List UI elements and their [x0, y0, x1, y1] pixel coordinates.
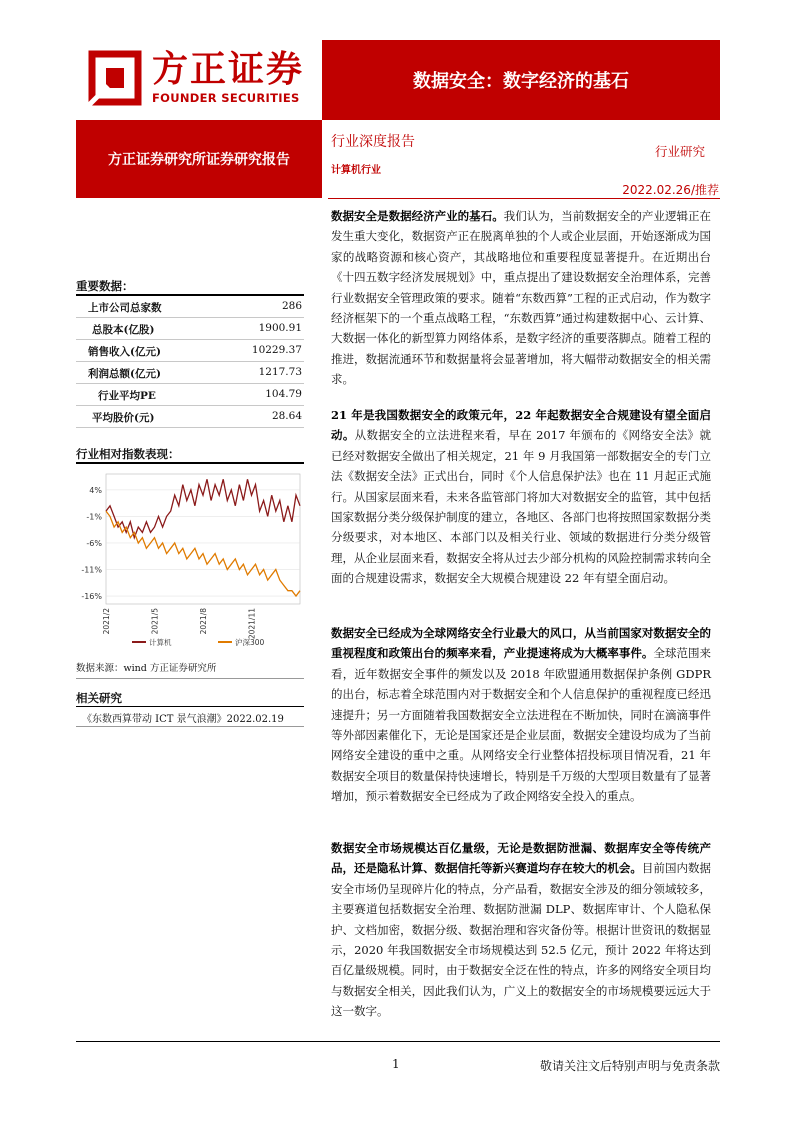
page-number: 1: [392, 1057, 400, 1071]
y-tick-label: 4%: [89, 485, 102, 495]
key-data-row: [76, 318, 304, 340]
key-data-label: 平均股价(元): [92, 412, 155, 424]
paragraph-lead: 21 年是我国数据安全的政策元年，22 年起数据安全合规建设有望全面启动。: [331, 408, 711, 443]
paragraph-text: 全球范围来看，近年数据安全事件的频发以及 2018 年欧盟通用数据保护条例 GDPR 的出台，标志着全球范围内对于数据安全和个人信息保护的重视程度已经迅速提升；另一方面随着我国数据安全立法进程在不断加快，同时在滴滴事件等外部因素催化下，无论是国家还是企业层面，数据安全建设均成为了当前网络安全建设的重中之重。从网络安全行业整体招投标项目情况看，21 年数据安全项目的数量保持快速增长，特别是千万级的大型项目数量有了显著增加，预示着数据安全已经成为了政企网络安全投入的重点。: [331, 646, 711, 804]
key-data-value: 286: [281, 300, 302, 312]
key-data-value: 1900.91: [258, 322, 302, 334]
key-data-row: [76, 384, 304, 406]
related-research-bottom-divider: [76, 726, 304, 727]
key-data-label: 销售收入(亿元): [88, 346, 161, 358]
chart-y-ticks: [81, 486, 102, 601]
x-tick-label: 2021/11: [247, 608, 257, 640]
paragraph-lead: 数据安全是数据经济产业的基石。: [331, 209, 504, 223]
body-paragraph: [331, 838, 711, 1022]
legend-label: 沪深300: [235, 638, 265, 647]
key-data-title: 重要数据：: [76, 279, 134, 293]
chart-source-note: 数据来源：wind 方正证券研究所: [76, 663, 217, 674]
legend-label: 计算机: [149, 638, 172, 647]
related-research-title: 相关研究: [76, 691, 122, 705]
performance-title: 行业相对指数表现：: [76, 447, 180, 461]
key-data-value: 1217.73: [258, 366, 302, 378]
report-title: 数据安全：数字经济的基石: [413, 71, 629, 92]
key-data-label: 上市公司总家数: [88, 302, 162, 314]
y-tick-label: -1%: [86, 512, 102, 522]
related-research-divider: [76, 706, 304, 707]
footer-divider: [76, 1041, 720, 1042]
x-tick-label: 2021/5: [150, 608, 160, 635]
key-data-value: 28.64: [271, 410, 302, 422]
key-data-row: [76, 362, 304, 384]
x-tick-label: 2021/8: [199, 608, 208, 635]
logo-chinese-text: 方正证券: [152, 49, 305, 90]
body-paragraph: [331, 206, 711, 390]
relative-index-chart: [76, 466, 304, 652]
related-research-link[interactable]: 《东数西算带动 ICT 景气浪潮》2022.02.19: [82, 714, 284, 725]
y-tick-label: -16%: [81, 592, 102, 602]
key-data-value: 104.79: [265, 388, 302, 400]
report-industry: 计算机行业: [331, 165, 381, 176]
key-data-label: 利润总额(亿元): [88, 368, 161, 380]
source-divider: [76, 678, 304, 679]
key-data-row: [76, 296, 304, 318]
chart-legend: [132, 637, 265, 647]
body-paragraph: [331, 623, 711, 807]
series-line: [106, 511, 300, 596]
report-type: 行业深度报告: [331, 134, 415, 150]
chart-series: [106, 479, 300, 596]
logo-english-text: FOUNDER SECURITIES: [152, 91, 300, 105]
y-tick-label: -6%: [86, 538, 102, 548]
header-divider: [328, 198, 720, 199]
date-rating: 2022.02.26/推荐: [622, 183, 719, 197]
key-data-row: [76, 406, 304, 428]
body-paragraph: [331, 405, 711, 589]
key-data-label: 总股本(亿股): [92, 324, 155, 336]
paragraph-lead: 数据安全市场规模达百亿量级，无论是数据防泄漏、数据库安全等传统产品，还是隐私计算、数据信托等新兴赛道均存在较大的机会。: [331, 841, 711, 876]
paragraph-text: 目前国内数据安全市场仍呈现碎片化的特点，分产品看，数据安全涉及的细分领域较多，主要赛道包括数据安全治理、数据防泄漏 DLP、数据库审计、个人隐私保护、文档加密，数据分级、数据治理和容灾备份等。根据计世资讯的数据显示，2020 年我国数据安全市场规模达到 52.5 亿元，预计 2022 年将达到百亿量级规模。同时，由于数据安全泛在性的特点，许多的网络安全项目均与数据安全相关，因此我们认为，广义上的数据安全的市场规模要远远大于这一数字。: [331, 861, 711, 1019]
paragraph-text: 从数据安全的立法进程来看，早在 2017 年颁布的《网络安全法》就已经对数据安全做出了相关规定，21 年 9 月我国第一部数据安全的专门立法《数据安全法》正式出台，同时《个人信息保护法》也在 11 月起正式施行。从国家层面来看，未来各监管部门将加大对数据安全的监管，其中包括国家数据分类分级保护制度的建立，各地区、各部门也将按照国家数据分类分级要求，对本地区、本部门以及相关行业、领域的数据进行分类分级管理，从企业层面来看，数据安全将从过去少部分机构的风险控制需求转向全面的合规建设需求，数据安全大规模合规建设 22 年有望全面启动。: [331, 428, 712, 586]
logo-mark-icon: [88, 50, 142, 106]
performance-divider: [76, 462, 304, 464]
org-name: 方正证券研究所证券研究报告: [108, 152, 290, 168]
paragraph-text: 我们认为，当前数据安全的产业逻辑正在发生重大变化，数据资产正在脱离单独的个人或企业层面，开始逐渐成为国家的战略资源和核心资产，其战略地位和重要程度显著提升。在近期出台《十四五数字经济发展规划》中，重点提出了建设数据安全治理体系，完善行业数据安全管理政策的要求。随着“东数西算”工程的正式启动，作为数字经济框架下的一个重点战略工程，“东数西算”通过构建数据中心、云计算、大数据一体化的新型算力网络体系，是数字经济的重要落脚点。随着工程的推进，数据流通环节和数据量将会显著增加，将大幅带动数据安全的相关需求。: [331, 209, 711, 387]
x-tick-label: 2021/2: [102, 608, 111, 635]
key-data-row: [76, 340, 304, 362]
series-line: [106, 479, 300, 537]
paragraph-lead: 数据安全已经成为全球网络安全行业最大的风口，从当前国家对数据安全的重视程度和政策出台的频率来看，产业提速将成为大概率事件。: [331, 626, 711, 661]
research-tag: 行业研究: [655, 144, 706, 159]
key-data-label: 行业平均PE: [98, 390, 156, 402]
key-data-value: 10229.37: [251, 344, 302, 356]
chart-x-ticks: [102, 608, 257, 639]
y-tick-label: -11%: [81, 565, 102, 575]
disclaimer-text: 敬请关注文后特别声明与免责条款: [539, 1059, 720, 1073]
